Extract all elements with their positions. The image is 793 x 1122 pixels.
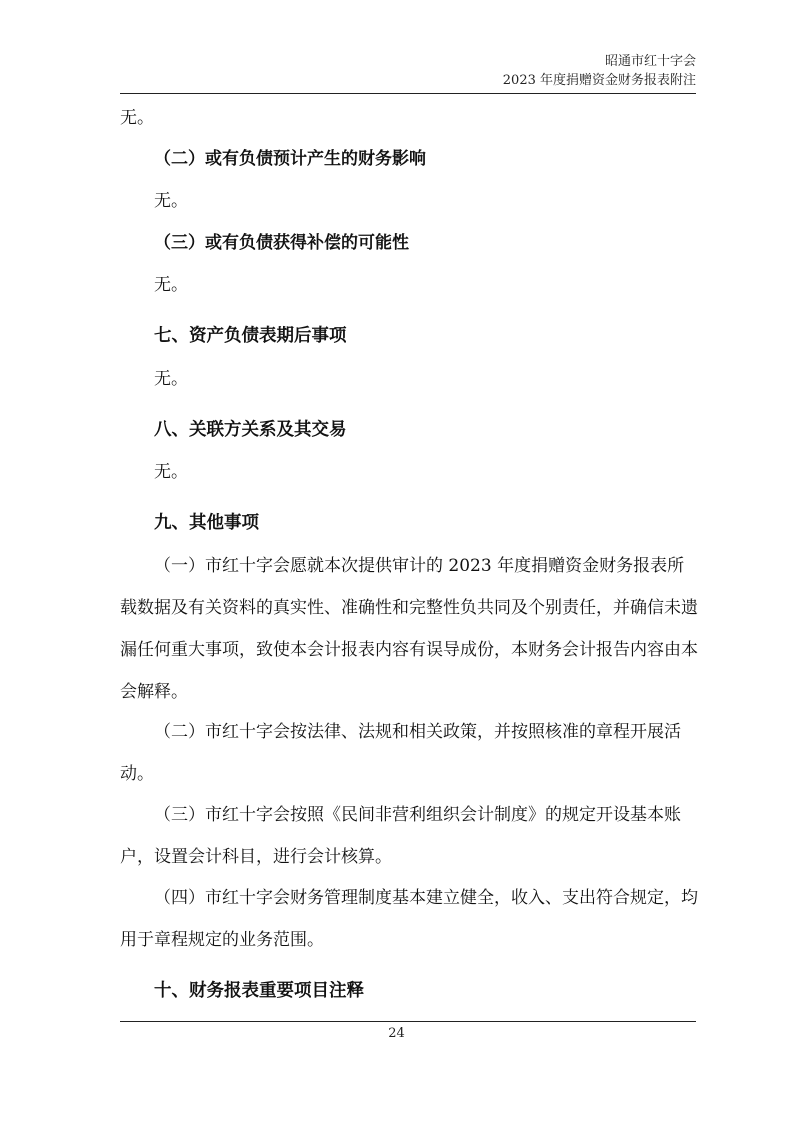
other-matters-item-3: （三）市红十字会按照《民间非营利组织会计制度》的规定开设基本账户，设置会计科目，进行会计核算。 [120,805,681,867]
subheading-contingent-impact: （二）或有负债预计产生的财务影响 [154,149,426,169]
section-heading-7: 七、资产负债表期后事项 [154,326,347,346]
other-matters-item-1: （一）市红十字会愿就本次提供审计的 2023 年度捐赠资金财务报表所载数据及有关资料的真实性、准确性和完整性负共同及个别责任，并确信未遗漏任何重大事项，致使本会计报表内容有误导成份，本财务会计报告内容由本会解释。 [120,556,698,702]
body-paragraph-none: 无。 [154,275,188,295]
subheading-contingent-compensation: （三）或有负债获得补偿的可能性 [154,233,409,253]
page-header [503,52,696,90]
body-paragraph-none: 无。 [120,108,154,128]
other-matters-item-4: （四）市红十字会财务管理制度基本建立健全，收入、支出符合规定，均用于章程规定的业务范围。 [120,888,698,950]
body-paragraph-none: 无。 [154,369,188,389]
other-matters-item-2: （二）市红十字会按法律、法规和相关政策，并按照核准的章程开展活动。 [120,722,681,784]
footer-divider [120,1021,696,1022]
section-heading-8: 八、关联方关系及其交易 [154,420,347,440]
page-number: 24 [388,1026,405,1041]
section-heading-9: 九、其他事项 [154,513,259,533]
header-title: 2023 年度捐赠资金财务报表附注 [502,73,696,88]
body-paragraph-none: 无。 [154,191,188,211]
body-paragraph-none: 无。 [154,462,188,482]
header-org: 昭通市红十字会 [604,54,696,69]
header-divider [120,93,696,94]
section-heading-10: 十、财务报表重要项目注释 [154,981,364,1001]
